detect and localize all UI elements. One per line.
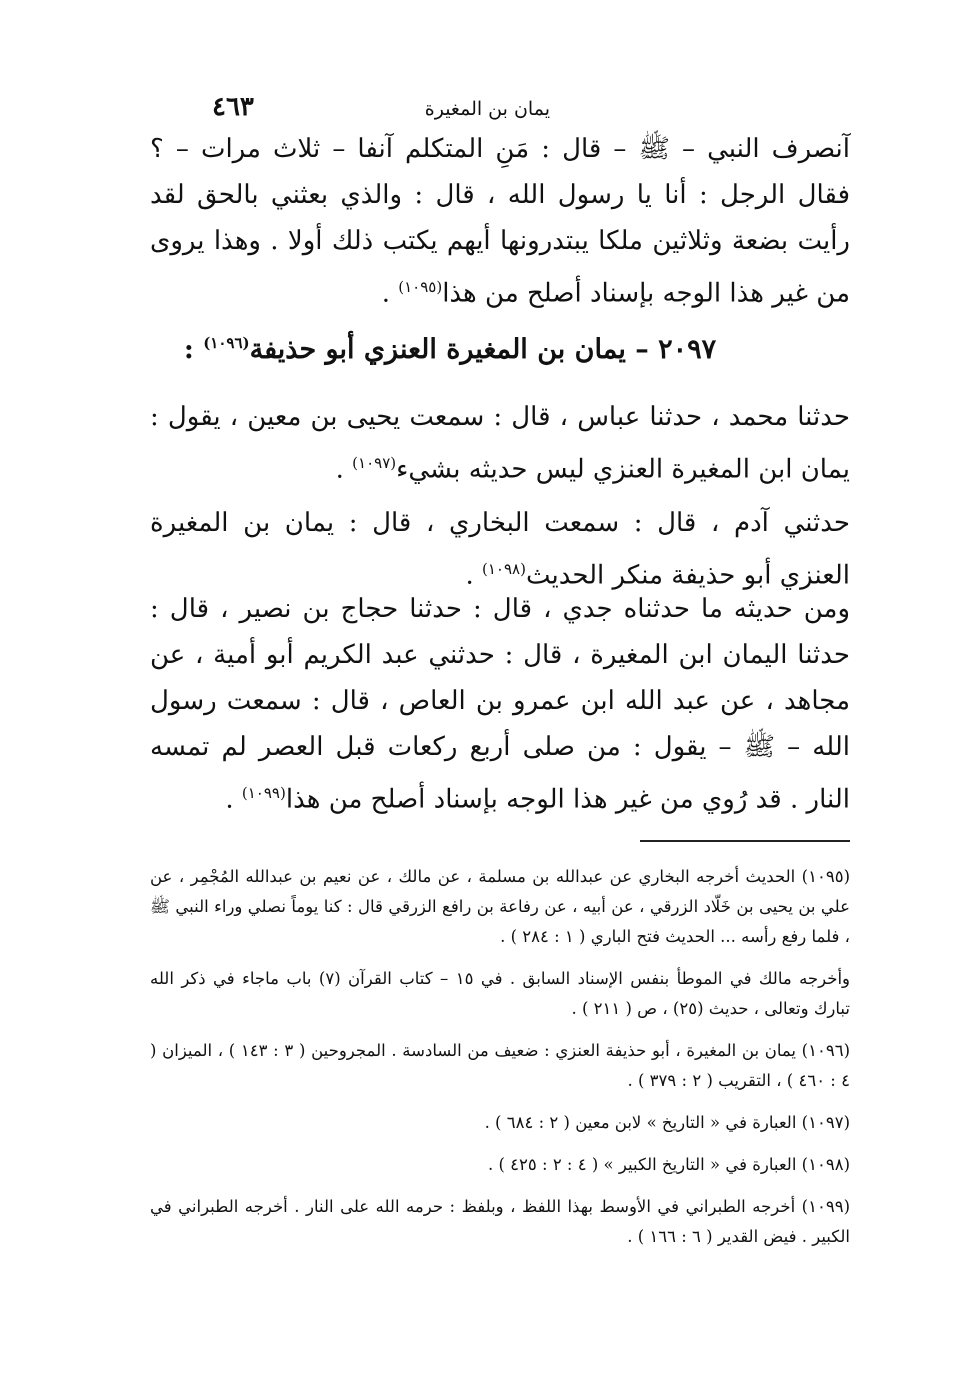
footnote-text: (١٠٩٨) العبارة في « التاريخ الكبير » ( ٤ : ٢ : ٤٢٥ ) . [487, 1155, 850, 1174]
footnote-divider [640, 840, 850, 842]
footnote-1095 [150, 862, 850, 952]
footnote-ref: (١٠٩٧) [352, 454, 397, 472]
footnote-text: (١٠٩٥) الحديث أخرجه البخاري عن عبدالله بن مسلمة ، عن مالك ، عن نعيم بن عبدالله المُجْمِر ، عن علي بن يحيى بن خَلّاد الزرقي ، عن أبيه ، عن رفاعة بن رافع الزرقي قال : كنا يوماً نصلي وراء النبي ﷺ ، فلما رفع رأسه ... الحديث فتح الباري ( ١ : ٢٨٤ ) . [150, 867, 850, 946]
paragraph-2 [150, 394, 850, 493]
heading-text: ٢٠٩٧ – يمان بن المغيرة العنزي أبو حذيفة [249, 334, 717, 365]
footnote-text: (١٠٩٩) أخرجه الطبراني في الأوسط بهذا اللفظ ، وبلفظ : حرمه الله على النار . أخرجه الطبراني في الكبير . فيض القدير ( ٦ : ١٦٦ ) . [150, 1197, 850, 1246]
footnote-ref: (١٠٩٩) [241, 784, 286, 802]
paragraph-end: . [335, 454, 353, 485]
paragraph-3 [150, 500, 850, 599]
page-number: ٤٦٣ [212, 92, 254, 122]
paragraph-4 [150, 586, 850, 823]
footnote-text: (١٠٩٦) يمان بن المغيرة ، أبو حذيفة العنزي : ضعيف من السادسة . المجروحين ( ٣ : ١٤٣ ) ، الميزان ( ٤ : ٤٦٠ ) ، التقريب ( ٢ : ٣٧٩ ) . [150, 1041, 851, 1090]
paragraph-end: . [465, 560, 482, 591]
footnote-1097 [150, 1108, 850, 1138]
entry-heading [150, 334, 750, 365]
footnotes [150, 862, 850, 1264]
heading-end: : [183, 334, 204, 365]
footnote-ref: (١٠٩٥) [398, 278, 443, 296]
paragraph-text: ومن حديثه ما حدثناه جدي ، قال : حدثنا حجاج بن نصير ، قال : حدثنا اليمان ابن المغيرة ، قال : حدثني عبد الكريم أبو أمية ، عن مجاهد ، عن عبد الله ابن عمرو بن العاص ، قال : سمعت رسول الله – ﷺ – يقول : من صلى أربع ركعات قبل العصر لم تمسه النار . قد رُوي من غير هذا الوجه بإسناد أصلح من هذا [150, 594, 850, 815]
paragraph-end: . [381, 278, 399, 309]
footnote-ref: (١٠٩٨) [481, 560, 526, 578]
paragraph-text: آنصرف النبي – ﷺ – قال : مَنِ المتكلم آنفا – ثلاث مرات – ؟ فقال الرجل : أنا يا رسول الله ، قال : والذي بعثني بالحق لقد رأيت بضعة وثلاثين ملكا يبتدرونها أيهم يكتب ذلك أولا . وهذا يروى من غير هذا الوجه بإسناد أصلح من هذا [150, 134, 850, 309]
running-title: يمان بن المغيرة [424, 98, 550, 120]
paragraph-end: . [225, 784, 242, 815]
footnote-text: (١٠٩٧) العبارة في « التاريخ » لابن معين ( ٢ : ٦٨٤ ) . [484, 1113, 850, 1132]
paragraph-text: حدثني آدم ، قال : سمعت البخاري ، قال : يمان بن المغيرة العنزي أبو حذيفة منكر الحديث [150, 508, 850, 591]
footnote-1095-continued [150, 964, 850, 1024]
paragraph-1 [150, 126, 850, 317]
footnote-text: وأخرجه مالك في الموطأ بنفس الإسناد السابق . في ١٥ – كتاب القرآن (٧) باب ماجاء في ذكر الله تبارك وتعالى ، حديث (٢٥) ، ص ( ٢١١ ) . [150, 969, 850, 1018]
footnote-1096 [150, 1036, 850, 1096]
footnote-1098 [150, 1150, 850, 1180]
paragraph-text: حدثنا محمد ، حدثنا عباس ، قال : سمعت يحيى بن معين ، يقول : يمان ابن المغيرة العنزي ليس حديثه بشيء [150, 402, 850, 485]
footnote-1099 [150, 1192, 850, 1252]
footnote-ref: (١٠٩٦) [203, 334, 250, 352]
